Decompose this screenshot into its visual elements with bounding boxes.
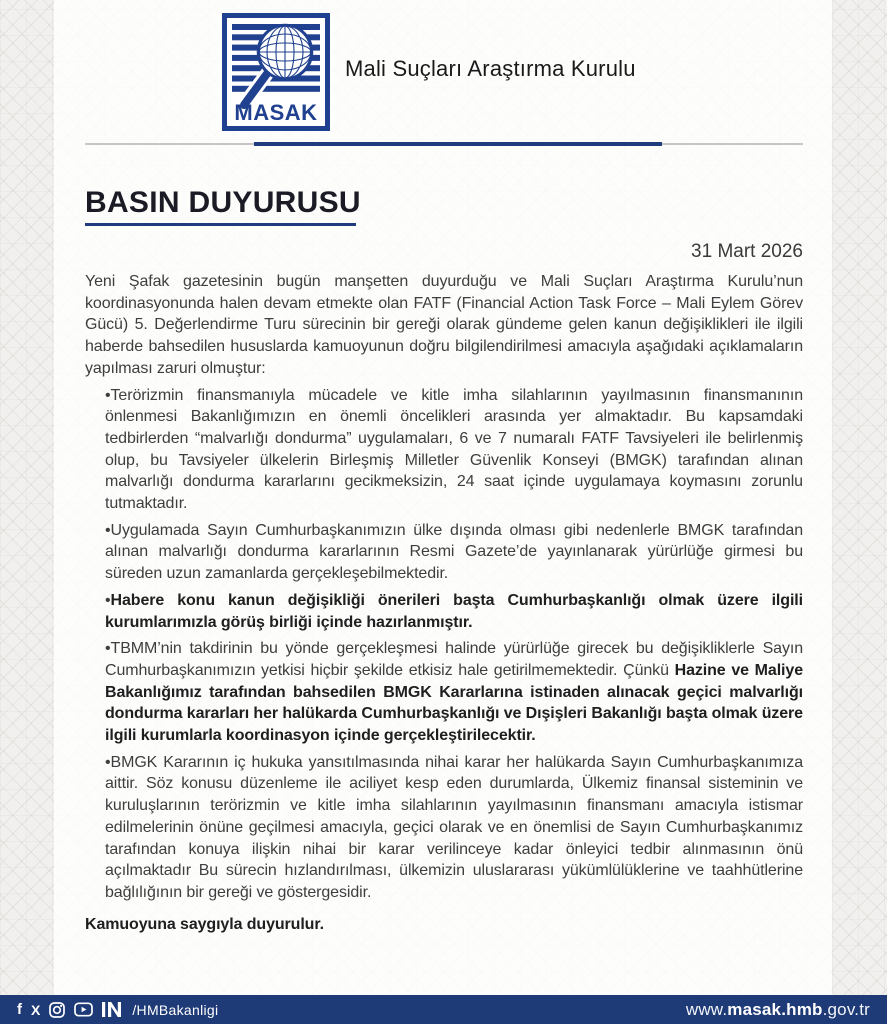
instagram-icon[interactable] xyxy=(49,1002,65,1018)
social-links xyxy=(17,1002,218,1018)
paragraph-text: TBMM’nin takdirinin bu yönde gerçekleşmesi halinde yürürlüğe girecek bu değişikliklerle Sayın Cumhurbaşkanımızın yetkisi hiçbir şekilde etkisiz hale getirilmemektedir. Çünkü xyxy=(105,640,803,679)
intro-paragraph xyxy=(85,271,803,380)
bullet-marker: • xyxy=(105,521,111,539)
date: 31 Mart 2026 xyxy=(691,241,803,262)
paragraph-text: Terörizmin finansmanıyla mücadele ve kitle imha silahlarının yayılmasının finansmanının önlenmesi Bakanlığımızın en önemli öncelikleri arasında yer almaktadır. Bu kapsamdaki tedbirlerden “malvarlığı dondurma” uygulamaları, 6 ve 7 numaralı FATF Tavsiyeleri ile belirlenmiş olup, bu Tavsiyeler ülkelerin Birleşmiş Milletler Güvenlik Konseyi (BMGK) tarafından alınan malvarlığı dondurma kararlarını gecikmeksizin, 24 saat içinde uygulamaya koymasını zorunlu tutmaktadır. xyxy=(105,386,803,513)
bullet-marker: • xyxy=(105,640,111,658)
title-underline xyxy=(85,223,356,226)
header-divider-accent xyxy=(254,142,662,146)
paragraph-text: Uygulamada Sayın Cumhurbaşkanımızın ülke dışında olması gibi nedenlerle BMGK tarafından alınan malvarlığı dondurma kararlarının Resmi Gazete’de yayınlanarak yürürlüğe girmesi bu süreden uzun zamanlarda gerçekleşebilmektedir. xyxy=(105,521,803,583)
website-suffix: .gov.tr xyxy=(822,999,870,1019)
bullet-paragraph xyxy=(85,752,803,904)
footer-bar xyxy=(0,995,887,1024)
paragraph-text: Habere konu kanun değişikliği önerileri başta Cumhurbaşkanlığı olmak üzere ilgili kurumlarımızla görüş birliği içinde hazırlanmıştır. xyxy=(105,591,803,631)
masak-logo-icon xyxy=(222,13,330,131)
bullet-marker: • xyxy=(105,386,111,404)
bullet-marker: • xyxy=(105,753,111,771)
bullet-paragraph xyxy=(85,638,803,747)
bullet-marker: • xyxy=(105,591,111,609)
paragraph-text: Hazine ve Maliye Bakanlığımız tarafından bahsedilen BMGK Kararlarına istinaden alınacak geçici malvarlığı dondurma kararları her halükarda Cumhurbaşkanlığı ve Dışişleri Bakanlığı başta olmak üzere ilgili kurumlarla koordinasyon içinde gerçekleştirilecektir. xyxy=(105,661,803,745)
social-handle[interactable]: /HMBakanligi xyxy=(132,1001,219,1018)
paragraph-text: Kamuoyuna saygıyla duyurulur. xyxy=(85,915,324,933)
bullet-paragraph xyxy=(85,385,803,515)
website-url[interactable] xyxy=(686,1000,870,1020)
paragraph-text: BMGK Kararının iç hukuka yansıtılmasında nihai karar her halükarda Sayın Cumhurbaşkanımıza aittir. Söz konusu düzenleme ile aciliyet kesp eden durumlarda, Ülkemiz finansal sisteminin ve kuruluşlarının terörizmin ve kitle imha silahlarının yayılmasının finansmanı amacıyla istismar edilmelerinin önüne geçilmesi amacıyla, geçici olarak ve en önemlisi de Sayın Cumhurbaşkanımız tarafından konuya ilişkin nihai bir karar verilinceye kadar önleyici tedbir alınmasının önü açılmaktadır Bu sürecin hızlandırılması, ülkemizin uluslararası yükümlülüklerine ve taahhütlerine bağlılığının bir gereği ve göstergesidir. xyxy=(105,753,803,901)
masak-logo xyxy=(222,13,330,131)
bullet-paragraph xyxy=(85,590,803,633)
website-domain: masak.hmb xyxy=(727,999,823,1019)
x-icon[interactable]: X xyxy=(31,1001,41,1018)
bullet-paragraph xyxy=(85,520,803,585)
website-prefix: www. xyxy=(685,999,728,1019)
paragraph-text: Yeni Şafak gazetesinin bugün manşetten duyurduğu ve Mali Suçları Araştırma Kurulu’nun koordinasyonunda halen devam etmekte olan FATF (Financial Action Task Force – Mali Eylem Görev Gücü) 5. Değerlendirme Turu sürecinin bir gereği olarak gündeme gelen kanun değişiklikleri ile ilgili haberde bahsedilen hususlarda kamuoyunun doğru bilgilendirilmesi amacıyla aşağıdaki açıklamaların yapılması zaruri olmuştur: xyxy=(85,273,803,377)
facebook-icon[interactable]: f xyxy=(17,1001,22,1018)
page-title: BASIN DUYURUSU xyxy=(85,186,361,219)
closing-paragraph xyxy=(85,914,803,936)
org-name: Mali Suçları Araştırma Kurulu xyxy=(345,56,636,81)
nsosyal-icon[interactable] xyxy=(102,1002,121,1017)
masak-logo-text: MASAK xyxy=(234,100,318,125)
press-body xyxy=(85,271,803,940)
youtube-icon[interactable] xyxy=(74,1002,93,1017)
